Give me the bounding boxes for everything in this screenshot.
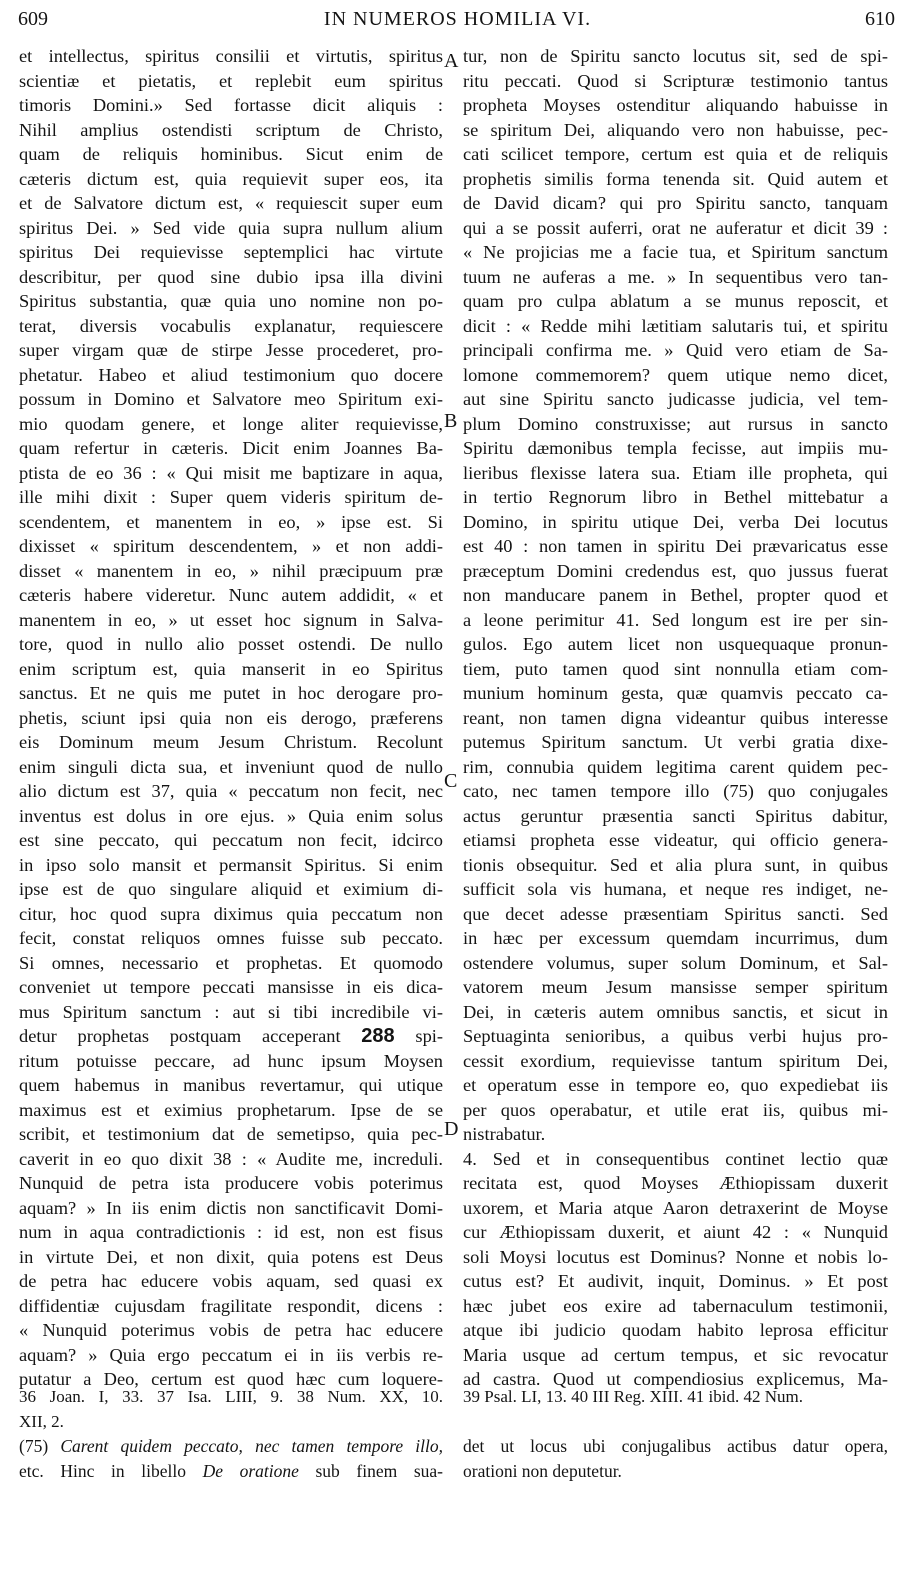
text-line: spiritus Dei. » Sed vide quia supra nullum alium — [19, 217, 443, 238]
text-line: tur, non de Spiritu sancto locutus sit, sed de spi- — [463, 46, 888, 66]
text-line: Si omnes, necessario et prophetas. Et quomodo — [19, 952, 443, 973]
text-line: non manducare panem in Bethel, propter quod et — [463, 585, 888, 605]
text-line — [19, 1024, 443, 1049]
text-line: ptista de eo 36 : « Qui misit me baptizare in aqua, — [19, 462, 443, 483]
text-line: ritum potuisse peccare, ad hunc ipsum Moysen — [19, 1050, 443, 1071]
text-line: cur Æthiopissam duxerit, et aiunt 42 : « Nunquid — [463, 1222, 888, 1242]
text-line: atque ibi judicio quodam habito leprosa efficitur — [463, 1320, 888, 1340]
text-line: a leone perimitur 41. Sed longum est ire per sin- — [463, 609, 888, 630]
text-line: plum Domino construxisse; aut rursus in sancto — [463, 413, 888, 434]
text-line: « Ne projicias me a facie tua, et Spiritum sanctum — [463, 242, 888, 262]
text-line: super virgam quæ de stirpe Jesse procederet, pro- — [19, 340, 443, 360]
text-line: aut sine Spiritu sancto judicasse judicia, vel tem- — [463, 389, 888, 409]
text-line: etiamsi propheta esse videatur, qui officio genera- — [463, 830, 888, 850]
page-header — [0, 8, 915, 38]
footnotes-right — [463, 1386, 888, 1411]
text-line: munium hominum gesta, quæ quamvis peccato ca- — [463, 683, 888, 703]
text-line: sanctus. Et ne quis me putet in hoc derogare pro- — [19, 683, 443, 703]
footnotes-left — [19, 1386, 443, 1433]
text-line: describitur, per quod sine dubio ipsa illa divini — [19, 266, 443, 287]
text-line: eis Dominum meum Jesum Christum. Recolunt — [19, 732, 443, 752]
text-line: per quos operabatur, et utile erat iis, quibus mi- — [463, 1099, 888, 1120]
text-line: soli Moysi locutus est Dominus? Nonne et nobis lo- — [463, 1246, 888, 1267]
text-line: rim, connubia quidem legitima carent quidem pec- — [463, 756, 888, 777]
text-line: lomone commemorem? quem utique nemo dicet, — [463, 364, 888, 385]
text-line: terat, diversis vocabulis explanatur, requiescere — [19, 315, 443, 336]
text-line: quam refertur in cæteris. Dicit enim Joannes Ba- — [19, 438, 443, 458]
text-line: possum in Domino et Salvatore meo Spiritum exi- — [19, 389, 443, 409]
text-line: enim scriptum est, quia manserit in eo Spiritus — [19, 658, 443, 679]
text-line: cati scilicet tempore, certum est quia et de reliquis — [463, 144, 888, 164]
text-line: cæteris habere videretur. Nunc autem addidit, « et — [19, 585, 443, 605]
text-line: caverit in eo quo dixit 38 : « Audite me, increduli. — [19, 1148, 443, 1169]
text-line: cato, nec tamen tempore illo (75) quo conjugales — [463, 781, 888, 801]
note-text: det ut locus ubi conjugalibus actibus datur opera, — [463, 1436, 888, 1456]
text-line: est sine peccato, qui peccatum non fecit, idcirco — [19, 830, 443, 850]
text-line: ostendere volumus, super solum Dominum, et Sal- — [463, 952, 888, 973]
text-line: Nihil amplius ostendisti scriptum de Christo, — [19, 119, 443, 140]
running-title: IN NUMEROS HOMILIA VI. — [323, 8, 592, 30]
section-marker-b: B — [444, 410, 458, 432]
right-column — [463, 44, 888, 1392]
note-text: orationi non deputetur. — [463, 1460, 622, 1481]
note-title: De oratione — [202, 1460, 299, 1481]
text-fragment: detur prophetas postquam acceperant — [19, 1026, 341, 1046]
text-line: se spiritum Dei, aliquando vero non habuisse, pec- — [463, 119, 888, 140]
text-line: principali confirma me. » Quid vero etiam de Sa- — [463, 340, 888, 360]
text-line: citur, hoc quod supra diximus quia peccatum non — [19, 903, 443, 924]
text-line: mio quodam genere, et longe aliter requievisse, — [19, 413, 443, 434]
text-line: manentem in eo, » ut esset hoc signum in Salva- — [19, 609, 443, 630]
left-column — [19, 44, 443, 1392]
text-line: diffidentiæ cujusdam fragilitate respondit, dicens : — [19, 1295, 443, 1316]
text-line: phetis, sciunt ipsi quia non eis derogo, præferens — [19, 707, 443, 728]
footnote-line: 39 Psal. LI, 13. 40 III Reg. XIII. 41 ibid. 42 Num. — [463, 1387, 803, 1406]
text-line: est 40 : non tamen in spiritu Dei prævaricatus esse — [463, 536, 888, 556]
text-line: tionis obsequitur. Sed et alia plura sunt, in quibus — [463, 854, 888, 875]
text-line: conveniet ut tempore peccati mansisse in eis dica- — [19, 977, 443, 997]
text-line: recitata est, quod Moyses Æthiopissam duxerit — [463, 1173, 888, 1193]
text-line: Nunquid de petra ista producere vobis poterimus — [19, 1173, 443, 1193]
section-marker-d: D — [444, 1118, 459, 1140]
text-line: scientiæ et pietatis, et replebit eum spiritus — [19, 70, 443, 91]
text-line: et operatum esse in tempore eo, quo expediebat iis — [463, 1075, 888, 1095]
text-line: et de Salvatore dictum est, « requiescit super eum — [19, 193, 443, 213]
page-number-left: 609 — [18, 8, 48, 30]
text-line: dicit : « Redde mihi lætitiam salutaris tui, et spiritu — [463, 315, 888, 336]
text-line: de David dicam? qui pro Spiritu sancto, tanquam — [463, 193, 888, 213]
text-line: qui a se possit auferri, orat ne auferatur et dicit 39 : — [463, 217, 888, 238]
text-line: ipse est de quo singulare aliquid et eximium di- — [19, 879, 443, 899]
text-line: inventus est dolus in ore ejus. » Quia enim solus — [19, 805, 443, 826]
text-line: putemus Spiritum sanctum. Ut verbi gratia dixe- — [463, 732, 888, 752]
text-line: aquam? » Quia ergo peccatum ei in iis verbis re- — [19, 1344, 443, 1365]
text-line: ad castra. Quod ut compendiosius explicemus, Ma- — [463, 1369, 888, 1389]
text-line: phetatur. Habeo et aliud testimonium quo docere — [19, 364, 443, 385]
text-line: in tertio Regnorum libro in Bethel mittebatur a — [463, 487, 888, 507]
text-line: prophetis similis forma tenenda sit. Quid autem et — [463, 168, 888, 189]
text-line: ille mihi dixit : Super quem videris spiritum de- — [19, 487, 443, 507]
footnote-line: 36 Joan. I, 33. 37 Isa. LIII, 9. 38 Num. XX, 10. — [19, 1387, 443, 1406]
text-line: timoris Domini.» Sed fortasse dicit aliquis : — [19, 95, 443, 115]
text-line: cæteris dictum est, quia requievit super eos, ita — [19, 168, 443, 189]
text-line: que decet adesse præsentiam Spiritus sancti. Sed — [463, 903, 888, 924]
text-line: nistrabatur. — [463, 1124, 546, 1144]
section-marker-a: A — [444, 50, 459, 72]
note-number: (75) — [19, 1436, 49, 1456]
text-line: et intellectus, spiritus consilii et virtutis, spiritus — [19, 46, 443, 66]
text-line: in hæc per excessum quemdam incurrimus, dum — [463, 928, 888, 948]
text-line: num in aqua contradictionis : id est, non est fisus — [19, 1222, 443, 1242]
text-line: Septuaginta senioribus, a quibus verbi hujus pro- — [463, 1026, 888, 1046]
text-fragment: spi- — [415, 1026, 443, 1046]
text-line: tiem, puto tamen quod sint nonnulla etiam com- — [463, 658, 888, 679]
text-line: disset « manentem in eo, » nihil præcipuum præ — [19, 560, 443, 581]
text-line: fecit, constat reliquos omnes fuisse sub peccato. — [19, 928, 443, 948]
text-line: Dei, in cæteris autem omnibus sanctis, et sicut in — [463, 1001, 888, 1022]
text-line: in ipso solo mansit et permansit Spiritus. Si enim — [19, 854, 443, 875]
text-line: præceptum Domini credendus est, quo jussus fuerat — [463, 560, 888, 581]
text-line: alio dictum est 37, quia « peccatum non fecit, nec — [19, 781, 443, 801]
text-line: tuum ne auferas a me. » In sequentibus vero tan- — [463, 266, 888, 287]
text-line: hæc jubet eos exire ad tabernaculum testimonii, — [463, 1295, 888, 1316]
note-text: sub finem sua- — [315, 1460, 443, 1481]
text-line: lieribus flexisse latera sua. Etiam ille propheta, qui — [463, 462, 888, 483]
text-line: in virtute Dei, et non dixit, quia potens est Deus — [19, 1246, 443, 1267]
text-line: cutus est? Et audivit, inquit, Dominus. » Et post — [463, 1271, 888, 1291]
text-line: reant, non tamen digna videantur quibus interesse — [463, 707, 888, 728]
text-line: Spiritu dæmonibus templa fecisse, aut impiis mu- — [463, 438, 888, 458]
text-line: Maria usque ad certum tempus, et sic revocatur — [463, 1344, 888, 1365]
text-line: propheta Moyses ostenditur aliquando habuisse in — [463, 95, 888, 115]
text-line: quam pro culpa ablatum a se munus reposcit, et — [463, 291, 888, 311]
text-line: quam de reliquis hominibus. Sicut enim de — [19, 144, 443, 164]
text-line: ritu peccati. Quod si Scripturæ testimonio tantus — [463, 70, 888, 91]
note-quote: Carent quidem peccato, nec tamen tempore illo, — [60, 1436, 443, 1456]
text-line: scribit, et testimonium dat de semetipso, quia pec- — [19, 1124, 443, 1144]
text-line: mus Spiritum sanctum : aut si tibi incredibile vi- — [19, 1001, 443, 1022]
text-line: vatorem meum Jesum mansisse semper spiritum — [463, 977, 888, 997]
text-line: aquam? » In iis enim dictis non sanctificavit Domi- — [19, 1197, 443, 1218]
footnote-line: XII, 2. — [19, 1411, 64, 1431]
text-line: Spiritus substantia, quæ quia uno nomine non po- — [19, 291, 443, 311]
text-line: Domino, in spiritu utique Dei, verba Dei locutus — [463, 511, 888, 532]
text-line: maximus est et eximius prophetarum. Ipse de se — [19, 1099, 443, 1120]
text-line: gulos. Ego autem licet non usquequaque pronun- — [463, 634, 888, 654]
text-line: spiritus Dei requievisse septemplici hac virtute — [19, 242, 443, 262]
text-line: uxorem, et Maria atque Aaron detraxerint de Moyse — [463, 1197, 888, 1218]
note-text: etc. Hinc in libello — [19, 1460, 186, 1481]
text-line: actus geruntur præsentia sancti Spiritus dabitur, — [463, 805, 888, 826]
text-line: tore, quod in nullo alio posset ostendi. De nullo — [19, 634, 443, 654]
editor-note-right — [463, 1436, 888, 1485]
text-line: putatur a Deo, certum est quod hæc cum loquere- — [19, 1369, 443, 1389]
text-line: cessit exordium, requievisse tantum spiritum Dei, — [463, 1050, 888, 1071]
text-line: de petra hac educere vobis aquam, sed quasi ex — [19, 1271, 443, 1291]
text-line: scendentem, et manentem in eo, » ipse est. Si — [19, 511, 443, 532]
text-line: 4. Sed et in consequentibus continet lectio quæ — [463, 1148, 888, 1169]
page-number-right: 610 — [865, 8, 895, 30]
editor-note-left — [19, 1436, 443, 1485]
text-line: sufficit sola vis humana, et neque res indiget, ne- — [463, 879, 888, 899]
text-line: quem habemus in manibus revertamur, qui utique — [19, 1075, 443, 1095]
text-line: enim singuli dicta sua, et inveniunt quod de nullo — [19, 756, 443, 777]
page-marker: 288 — [361, 1025, 395, 1047]
section-marker-c: C — [444, 770, 458, 792]
text-line: dixisset « spiritum descendentem, » et non addi- — [19, 536, 443, 556]
text-line: « Nunquid poterimus vobis de petra hac educere — [19, 1320, 443, 1340]
